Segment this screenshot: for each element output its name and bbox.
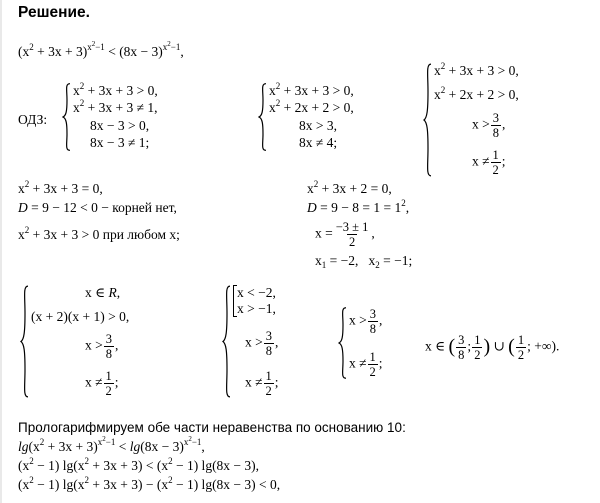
math-text: 2 xyxy=(29,475,34,485)
system-row xyxy=(434,111,519,140)
math-text: + 2x + 2 > 0, xyxy=(280,100,354,116)
math-text: (8x − 3) xyxy=(140,439,184,454)
math-text: 3 xyxy=(265,328,272,343)
math-text: 2 xyxy=(168,475,173,485)
system-row xyxy=(434,63,519,79)
math-text: x ≠ xyxy=(472,153,490,169)
fraction xyxy=(264,369,274,398)
odz-label: ОДЗ: xyxy=(18,112,48,127)
math-text: x ≠ xyxy=(245,374,263,390)
system-row xyxy=(269,83,354,99)
math-text: 8 xyxy=(492,126,499,140)
math-text: 1 xyxy=(321,260,327,270)
math-text: 2 xyxy=(440,85,446,95)
math-text: −1 xyxy=(191,437,202,447)
main-operator: < xyxy=(104,44,120,59)
curly-brace-icon xyxy=(423,63,432,177)
paragraph-intro: Прологарифмируем обе части неравенства по основанию 10: xyxy=(18,420,406,435)
math-text: x ∈ xyxy=(85,285,109,300)
main-rhs-exponent xyxy=(163,42,181,52)
math-text: 8 xyxy=(369,322,376,336)
math-text: 3 xyxy=(492,111,499,125)
math-text: x xyxy=(73,100,80,116)
fraction xyxy=(264,329,274,358)
fraction xyxy=(104,369,114,398)
math-text: 2 xyxy=(265,384,272,398)
math-text: −1 xyxy=(105,437,116,447)
alternative-row: x < −2, xyxy=(237,285,276,300)
quadratic-left xyxy=(18,180,180,243)
math-text: x ≠ xyxy=(85,374,103,390)
math-text: x > xyxy=(85,337,103,353)
math-text: = 9 − 12 < 0 − корней нет, xyxy=(27,200,177,215)
system-row xyxy=(31,332,129,361)
exp-x: x xyxy=(87,42,92,52)
math-text: x xyxy=(183,437,189,447)
math-text: − 1) lg(8x − 3) < 0, xyxy=(172,477,281,492)
math-text: ; xyxy=(378,355,383,371)
math-text: D xyxy=(18,200,28,215)
math-text: R xyxy=(108,285,117,300)
system-row xyxy=(73,100,158,116)
system-a xyxy=(20,285,129,398)
math-text: 2 xyxy=(517,348,525,362)
math-text: 2 xyxy=(492,163,499,177)
discriminant-line xyxy=(307,199,412,216)
math-text: x xyxy=(315,253,322,268)
math-text: ; xyxy=(501,153,506,169)
log-line-1 xyxy=(18,437,406,456)
page-edge xyxy=(0,0,2,503)
math-text: 2 xyxy=(24,179,30,189)
math-text: 1 xyxy=(474,333,481,347)
fraction xyxy=(472,333,482,362)
system-b xyxy=(222,285,279,398)
quad-equation xyxy=(307,180,412,197)
system-row xyxy=(434,148,519,177)
math-text: + 3x + 3 = 0, xyxy=(29,181,103,196)
math-text: x > xyxy=(472,116,490,132)
system-row xyxy=(31,369,129,398)
math-text: ∪ xyxy=(490,338,509,354)
main-inequality xyxy=(18,40,184,60)
discriminant-line xyxy=(18,199,180,216)
math-text: 2 xyxy=(275,81,281,91)
math-text: 2 xyxy=(369,365,376,379)
math-text: 2 xyxy=(105,383,112,398)
math-text: ; xyxy=(274,374,279,390)
system-row: 8x > 3, xyxy=(299,117,337,133)
main-tail: , xyxy=(180,44,184,59)
main-rhs-base: (8x − 3) xyxy=(119,44,163,59)
odz-system-2 xyxy=(258,83,354,151)
math-text: 2 xyxy=(168,456,173,466)
main-lhs-square: 2 xyxy=(29,42,34,52)
solution-heading: Решение. xyxy=(18,4,90,21)
math-text: 8 xyxy=(105,347,112,362)
math-text: 8 xyxy=(265,343,272,358)
system-row xyxy=(31,285,129,301)
math-text: 2 xyxy=(375,260,380,270)
math-text: 2 xyxy=(84,456,89,466)
math-text: = −1; xyxy=(379,253,413,268)
system-row xyxy=(349,350,383,379)
math-text: + 3x + 3) − (x xyxy=(88,477,169,492)
math-text: 2 xyxy=(24,225,30,235)
roots-values xyxy=(307,252,412,269)
system-row xyxy=(233,369,279,398)
fraction xyxy=(456,333,466,362)
main-lhs-rest: + 3x + 3) xyxy=(33,44,88,59)
quad-equation xyxy=(18,180,180,197)
curly-brace-icon xyxy=(258,83,267,151)
log-line-3 xyxy=(18,475,406,494)
math-text: ; xyxy=(114,374,119,390)
fraction xyxy=(491,148,501,177)
math-text: 2 xyxy=(440,61,446,71)
math-text: x xyxy=(73,83,80,98)
math-text: x ∈ xyxy=(425,338,449,354)
math-text: x > xyxy=(349,312,367,328)
math-text: ; +∞). xyxy=(527,338,560,354)
math-text: x xyxy=(18,227,25,242)
math-text: 2 xyxy=(188,435,192,443)
math-text: ) xyxy=(483,335,491,358)
exp-rest: −1 xyxy=(95,42,105,52)
math-group xyxy=(98,437,116,447)
math-text: 2 xyxy=(313,179,319,189)
fraction xyxy=(516,333,526,362)
quadratic-right xyxy=(307,180,412,269)
exp-square: 2 xyxy=(91,40,96,48)
system-row: 8x − 3 > 0, xyxy=(90,117,150,133)
math-text: 2 xyxy=(29,456,34,466)
system-row: 8x ≠ 4; xyxy=(299,134,338,150)
math-text: 3 xyxy=(458,333,465,347)
math-text: x ≠ xyxy=(349,355,367,371)
math-text: D xyxy=(307,200,317,215)
math-text: 3 xyxy=(105,332,112,347)
math-text: (x xyxy=(28,439,40,454)
math-text: + 3x + 3 ≠ 1, xyxy=(84,100,158,116)
math-text: + 3x + 3) xyxy=(44,439,98,454)
system-row xyxy=(233,329,279,358)
math-text: x xyxy=(434,63,441,78)
math-text: , xyxy=(275,334,279,350)
math-text: < xyxy=(115,439,130,454)
system-row xyxy=(269,100,354,116)
fraction xyxy=(104,332,114,361)
math-text: 2 xyxy=(79,98,85,109)
odz-system-3 xyxy=(423,63,519,177)
system-c xyxy=(338,307,383,379)
math-text: 2 xyxy=(84,475,89,485)
odz-system-1 xyxy=(62,83,158,151)
math-text: − 1) lg(x xyxy=(33,458,85,473)
math-text: x xyxy=(307,181,314,196)
math-text: (x xyxy=(18,477,30,492)
math-text: 1 xyxy=(369,350,376,364)
math-text: − 1) lg(8x − 3), xyxy=(172,458,260,473)
math-group xyxy=(184,437,202,447)
math-text: x > xyxy=(245,334,263,350)
math-text: 2 xyxy=(102,435,106,443)
math-text: x = xyxy=(315,225,333,241)
math-text: 1 xyxy=(492,148,499,162)
math-text: 2 xyxy=(39,437,45,447)
math-text: 1 xyxy=(517,333,525,347)
exp-square: 2 xyxy=(167,40,171,48)
main-lhs-exponent xyxy=(87,42,105,52)
math-text: + 3x + 3) < (x xyxy=(88,458,169,473)
math-text: = −2, xyxy=(326,253,359,268)
log-line-2 xyxy=(18,456,406,475)
math-text: + 2x + 2 > 0, xyxy=(445,87,519,102)
exp-x: x xyxy=(162,42,168,52)
answer-interval xyxy=(425,333,559,362)
system-row xyxy=(73,83,158,99)
system-row xyxy=(434,87,519,103)
curly-brace-icon xyxy=(20,285,29,398)
math-text: 3 xyxy=(369,307,376,321)
square-bracket-alternative xyxy=(233,285,279,317)
math-text: (x xyxy=(18,458,30,473)
math-text: lg xyxy=(129,439,141,454)
math-text: , xyxy=(115,337,119,353)
fraction xyxy=(334,220,371,249)
curly-brace-icon xyxy=(338,307,347,379)
math-text: x xyxy=(434,87,441,102)
math-text: x xyxy=(97,437,103,447)
alternative-row: x > −1, xyxy=(237,301,276,316)
fraction xyxy=(368,350,378,379)
math-text: ( xyxy=(508,335,515,358)
math-text: + 3x + 3 > 0, xyxy=(84,83,158,98)
fraction xyxy=(368,307,378,336)
math-text: 1 xyxy=(105,368,112,383)
math-text: 2 xyxy=(348,235,356,249)
math-text: , xyxy=(379,312,383,328)
math-text: x xyxy=(368,253,376,268)
curly-brace-icon xyxy=(62,83,71,151)
math-text: 2 xyxy=(401,198,406,208)
math-text: ; xyxy=(467,338,472,354)
math-text: lg xyxy=(18,439,29,454)
main-lhs-base: (x xyxy=(18,44,30,59)
fraction xyxy=(491,111,501,140)
math-text: , xyxy=(405,200,410,215)
math-text: , xyxy=(371,225,375,241)
system-row: (x + 2)(x + 1) > 0, xyxy=(31,308,130,324)
math-text: 8 xyxy=(458,348,465,362)
math-text: ( xyxy=(448,335,456,358)
math-text: + 3x + 3 > 0 при любом x; xyxy=(29,227,180,242)
math-text: + 3x + 3 > 0, xyxy=(445,63,519,78)
math-text: , xyxy=(502,116,506,132)
math-text: 1 xyxy=(265,369,272,383)
log-paragraph xyxy=(18,418,406,494)
system-row: 8x − 3 ≠ 1; xyxy=(90,134,150,150)
math-text: = 9 − 8 = 1 = 1 xyxy=(316,200,402,215)
math-text: , xyxy=(201,439,205,454)
math-text: x xyxy=(18,181,25,196)
math-text: , xyxy=(116,285,121,300)
math-text: 2 xyxy=(474,348,481,362)
curly-brace-icon xyxy=(222,285,231,398)
roots-formula xyxy=(307,220,412,249)
math-text: 2 xyxy=(275,98,281,109)
math-text: 2 xyxy=(79,81,85,91)
math-text: x xyxy=(269,83,276,98)
math-text: + 3x + 2 = 0, xyxy=(318,181,392,196)
math-text: x xyxy=(269,100,276,116)
exp-rest: −1 xyxy=(170,42,181,52)
math-text: + 3x + 3 > 0, xyxy=(280,83,354,98)
math-text: −3 ± 1 xyxy=(335,220,369,234)
system-row xyxy=(349,307,383,336)
math-text: − 1) lg(x xyxy=(33,477,85,492)
quad-conclusion xyxy=(18,226,180,243)
